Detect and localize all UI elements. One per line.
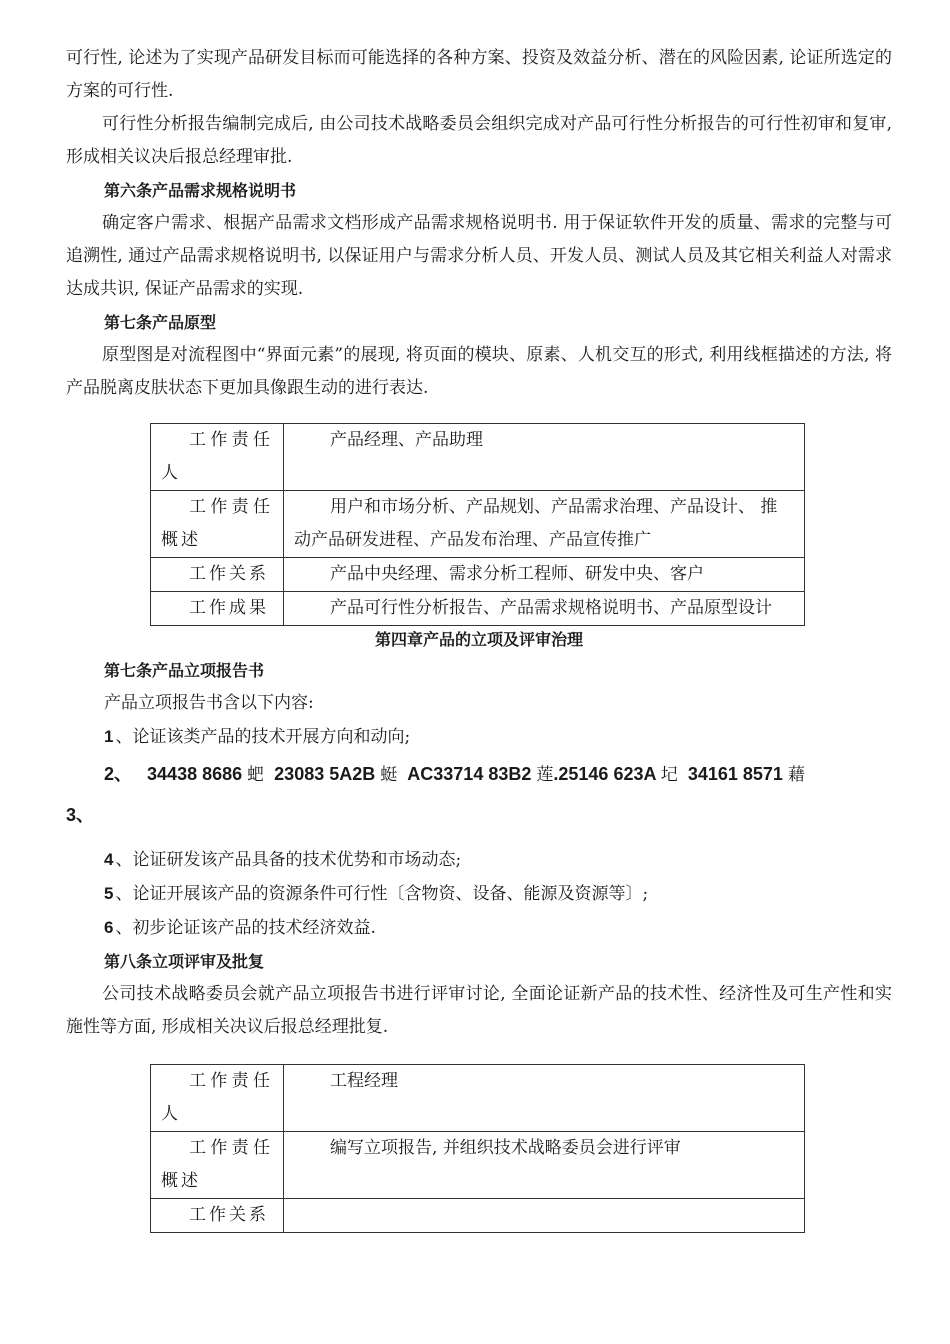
table-cell-value: 工程经理 [284, 1065, 805, 1132]
table-cell-label: 工作成果 [151, 592, 284, 626]
table-cell-label: 工作责任人 [151, 1065, 284, 1132]
paragraph: 原型图是对流程图中“界面元素”的展现, 将页面的模块、原素、人机交互的形式, 利用线框描述的方法, 将产品脱离皮肤状态下更加具像跟生动的进行表达. [66, 345, 892, 398]
table-cell-label: 工作责任概述 [151, 1132, 284, 1199]
paragraph: 可行性分析报告编制完成后, 由公司技术战略委员会组织完成对产品可行性分析报告的可行性初审和复审, 形成相关议决后报总经理审批. [66, 114, 892, 167]
document-page [66, 42, 892, 1233]
section-heading: 第七条产品原型 [104, 313, 217, 332]
table-cell-label: 工作责任概述 [151, 491, 284, 558]
table-row [151, 592, 805, 626]
table-row [151, 1199, 805, 1233]
duty-table [150, 423, 805, 626]
code-line: 2、 34438 8686 蚆 23083 5A2B 蜓 AC33714 83B2 莲.25146 623A 圮 34161 8571 藉 [104, 764, 805, 785]
table-row [151, 491, 805, 558]
list-item: 5 、论证开展该产品的资源条件可行性〔含物资、设备、能源及资源等〕; [104, 884, 649, 904]
table-cell-value: 编写立项报告, 并组织技术战略委员会进行评审 [284, 1132, 805, 1199]
list-item: 1 、论证该类产品的技术开展方向和动向; [104, 727, 411, 747]
chapter-title: 第四章产品的立项及评审治理 [374, 630, 583, 649]
section-heading: 第八条立项评审及批复 [104, 952, 265, 971]
table-row [151, 1132, 805, 1199]
paragraph: 产品立项报告书含以下内容: [104, 693, 314, 713]
table-cell-value: 产品可行性分析报告、产品需求规格说明书、产品原型设计 [284, 592, 805, 626]
duty-table [150, 1064, 805, 1233]
paragraph: 确定客户需求、根据产品需求文档形成产品需求规格说明书. 用于保证软件开发的质量、需求的完整与可追溯性, 通过产品需求规格说明书, 以保证用户与需求分析人员、开发人员、测试人员及其它相关利益人对需求达成共识, 保证产品需求的实现. [66, 213, 892, 299]
table-cell-label: 工作关系 [151, 1199, 284, 1233]
section-heading: 第六条产品需求规格说明书 [104, 181, 297, 200]
table-row [151, 424, 805, 491]
table-cell-label: 工作责任人 [151, 424, 284, 491]
table-cell-value: 用户和市场分析、产品规划、产品需求治理、产品设计、 推动产品研发进程、产品发布治理、产品宣传推广 [284, 491, 805, 558]
list-item: 4 、论证研发该产品具备的技术优势和市场动态; [104, 850, 462, 870]
table-cell-label: 工作关系 [151, 558, 284, 592]
section-heading: 第七条产品立项报告书 [104, 661, 265, 680]
table-row [151, 558, 805, 592]
list-item: 6 、初步论证该产品的技术经济效益. [104, 918, 376, 938]
list-number: 3、 [66, 805, 95, 825]
paragraph: 公司技术战略委员会就产品立项报告书进行评审讨论, 全面论证新产品的技术性、经济性及可生产性和实施性等方面, 形成相关决议后报总经理批复. [66, 984, 892, 1037]
table-cell-value: 产品中央经理、需求分析工程师、研发中央、客户 [284, 558, 805, 592]
paragraph: 可行性, 论述为了实现产品研发目标而可能选择的各种方案、投资及效益分析、潜在的风险因素, 论证所选定的方案的可行性. [66, 48, 892, 101]
table-cell-value [284, 1199, 805, 1233]
table-row [151, 1065, 805, 1132]
table-cell-value: 产品经理、产品助理 [284, 424, 805, 491]
